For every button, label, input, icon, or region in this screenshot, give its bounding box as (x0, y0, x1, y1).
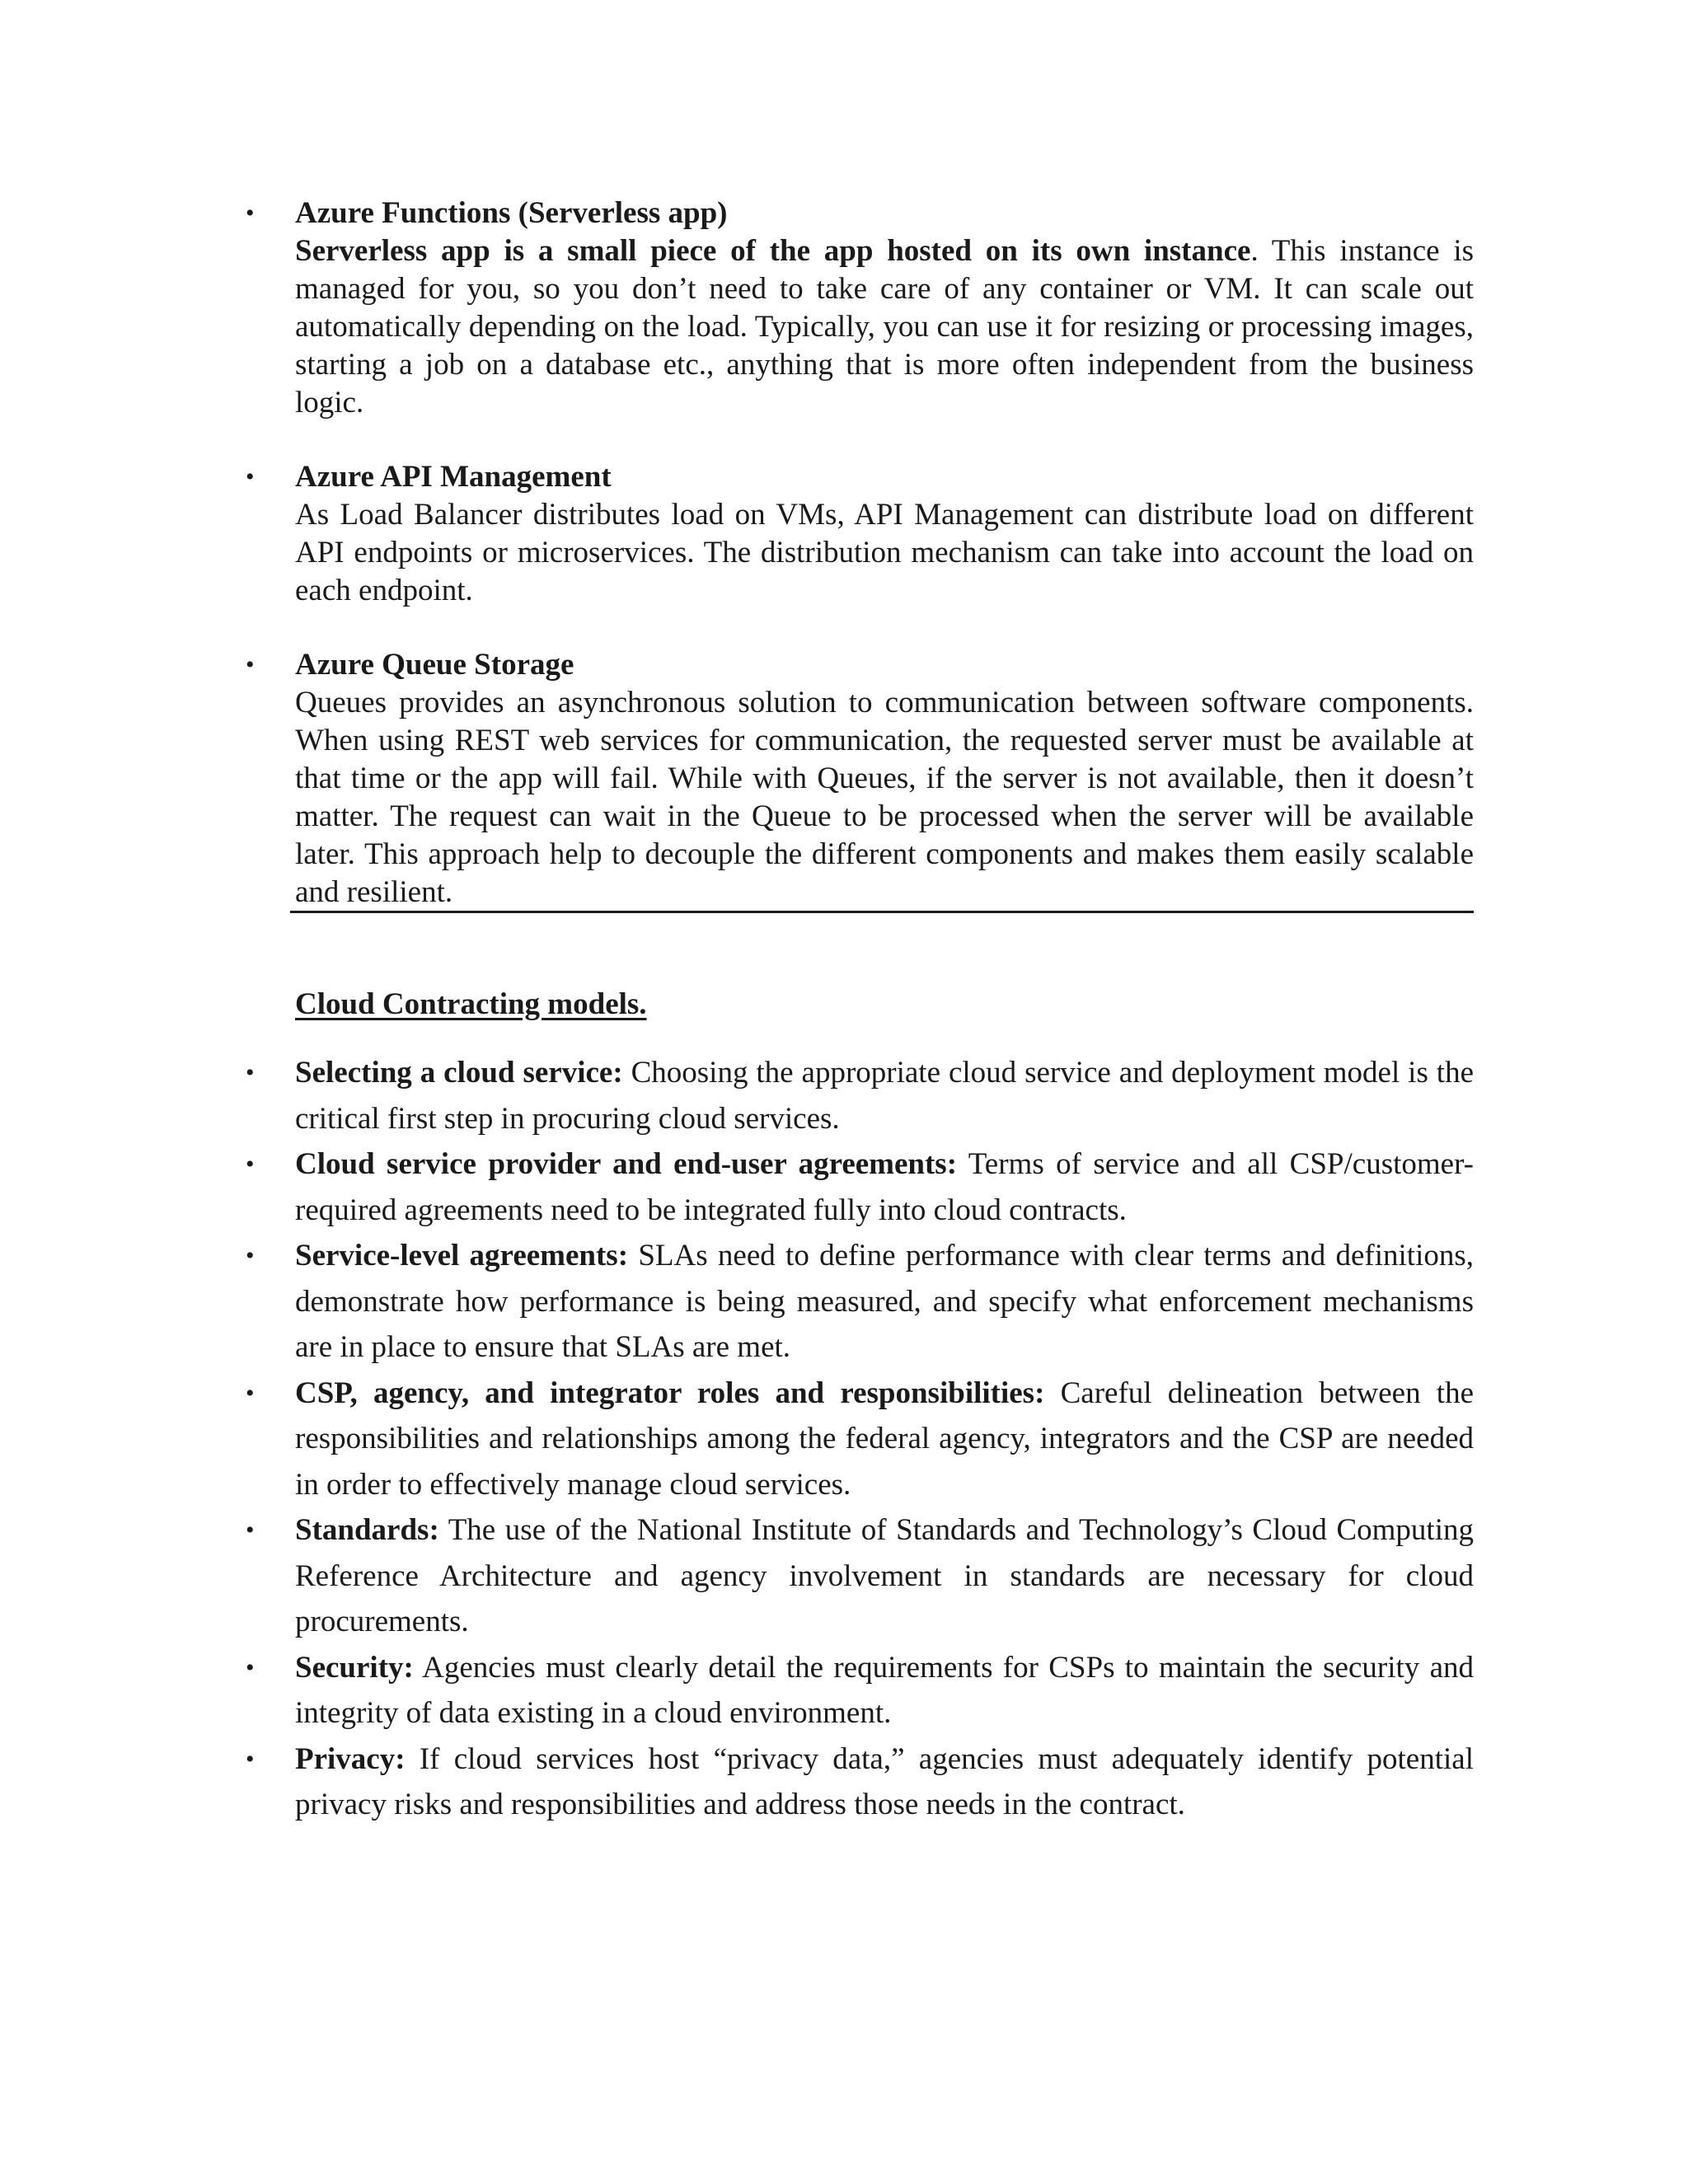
item-term: Standards: (295, 1513, 439, 1547)
item-term: Security: (295, 1650, 414, 1685)
list-item-roles-responsibilities (246, 1371, 1474, 1508)
item-text: Terms of service and all CSP/customer-required agreements need to be integrated fully into cloud contracts. (295, 1147, 1474, 1227)
item-title: Azure API Management (295, 460, 612, 494)
bullet-icon: • (246, 651, 255, 678)
item-paragraph (295, 1050, 1474, 1141)
item-lead: Serverless app is a small piece of the app hosted on its own instance (295, 234, 1251, 268)
section-heading: Cloud Contracting models. (295, 987, 647, 1021)
bullet-icon: • (246, 1516, 255, 1544)
horizontal-rule (290, 911, 1474, 913)
bullet-icon: • (246, 1379, 255, 1407)
item-body: Queues provides an asynchronous solution to communication between software components. When using REST web services for communication, the requested server must be available at that time or the app will fail. While with Queues, if the server is not available, then it doesn’t matter. The request can wait in the Queue to be processed when the server will be available later. This approach help to decouple the different components and makes them easily scalable and resilient. (295, 686, 1474, 909)
list-item-api-management (246, 458, 1474, 610)
item-paragraph (295, 1141, 1474, 1233)
list-item-security (246, 1645, 1474, 1736)
list-item-selecting-cloud-service (246, 1050, 1475, 1141)
bullet-icon: • (246, 1653, 255, 1681)
list-item-provider-agreements (246, 1141, 1474, 1233)
list-item-standards (246, 1507, 1474, 1645)
item-paragraph (295, 1507, 1474, 1645)
list-item-queue-storage (246, 646, 1474, 912)
item-text: Choosing the appropriate cloud service and deployment model is the critical first step in procuring cloud services. (295, 1056, 1475, 1136)
item-term: Service-level agreements: (295, 1239, 629, 1272)
item-text: . This instance is managed for you, so you don’t need to take care of any container or VM. It can scale out automatically depending on the load. Typically, you can use it for resizing or processing images, starting a job on a database etc., anything that is more often independent from the business logic. (295, 234, 1474, 419)
item-body: As Load Balancer distributes load on VMs, API Management can distribute load on different API endpoints or microservices. The distribution mechanism can take into account the load on each endpoint. (295, 498, 1474, 607)
item-paragraph (295, 1736, 1474, 1828)
bullet-icon: • (246, 1745, 255, 1773)
item-text: If cloud services host “privacy data,” agencies must adequately identify potential privacy risks and responsibilities and address those needs in the contract. (295, 1741, 1474, 1821)
item-text: SLAs need to define performance with clear terms and definitions, demonstrate how performance is being measured, and specify what enforcement mechanisms are in place to ensure that SLAs are met. (295, 1239, 1475, 1364)
item-term: CSP, agency, and integrator roles and responsibilities: (295, 1376, 1045, 1410)
bullet-icon: • (246, 199, 255, 227)
list-item-service-level-agreements (246, 1233, 1475, 1371)
contracting-models-list (246, 1050, 1475, 1828)
item-text: The use of the National Institute of Standards and Technology’s Cloud Computing Reference Architecture and agency involvement in standards are necessary for cloud procurements. (295, 1513, 1474, 1638)
item-term: Cloud service provider and end-user agreements: (295, 1147, 958, 1181)
bullet-icon: • (246, 1059, 255, 1086)
bullet-icon: • (246, 463, 255, 490)
item-body (295, 232, 1474, 422)
item-paragraph (295, 1371, 1474, 1508)
bullet-icon: • (246, 1242, 255, 1269)
item-text: Careful delineation between the responsibilities and relationships among the federal agency, integrators and the CSP are needed in order to effectively manage cloud services. (295, 1376, 1474, 1502)
item-term: Privacy: (295, 1741, 406, 1776)
item-text: Agencies must clearly detail the requirements for CSPs to maintain the security and integrity of data existing in a cloud environment. (295, 1650, 1474, 1730)
bullet-icon: • (246, 1151, 255, 1178)
item-paragraph (295, 1645, 1474, 1736)
item-paragraph (295, 1233, 1474, 1371)
list-item-privacy (246, 1736, 1474, 1828)
item-title: Azure Queue Storage (295, 648, 574, 682)
azure-services-list (246, 194, 1474, 912)
item-term: Selecting a cloud service: (295, 1056, 623, 1090)
list-item-azure-functions (246, 194, 1474, 422)
item-title: Azure Functions (Serverless app) (295, 196, 728, 230)
